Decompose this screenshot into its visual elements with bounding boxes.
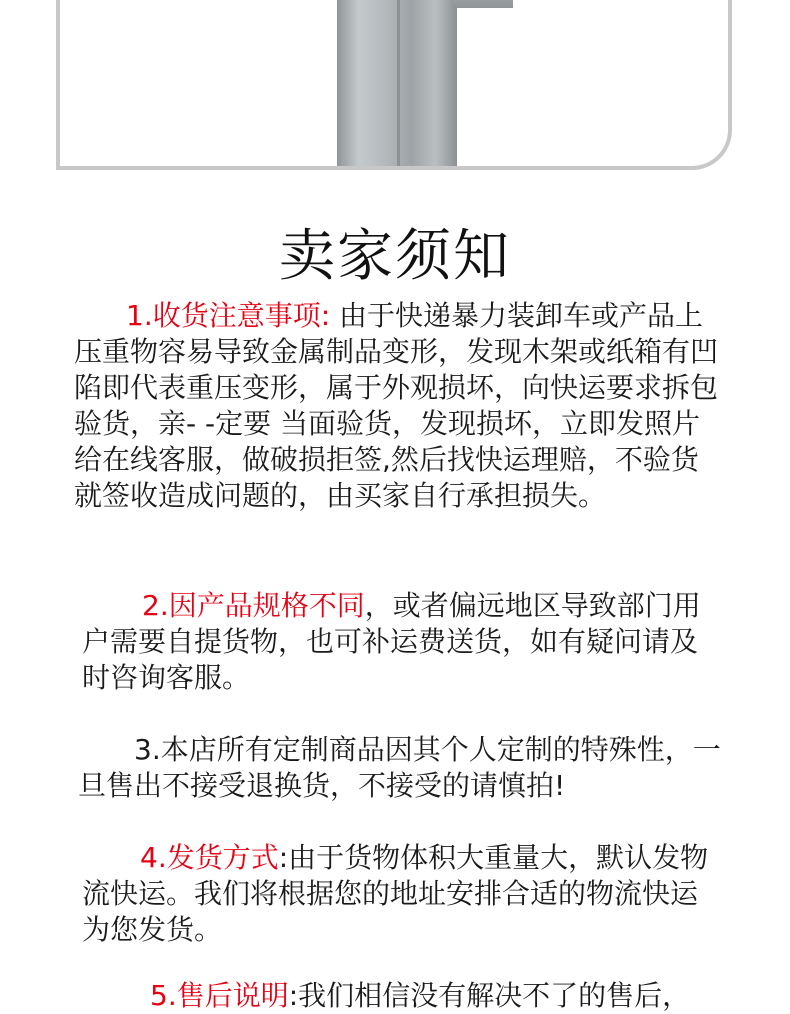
notice-receiving bbox=[74, 298, 724, 514]
product-photo-frame bbox=[56, 0, 732, 170]
metal-arm-image bbox=[453, 0, 513, 8]
metal-post-image bbox=[337, 0, 457, 170]
notice-body: :我们相信没有解决不了的售后， bbox=[288, 979, 691, 1012]
notice-custom-goods bbox=[78, 732, 728, 804]
notice-body: ，或者偏远地区导致部门用户需要自提货物，也可补运费送货，如有疑问请及时咨询客服。 bbox=[82, 589, 701, 694]
notice-body: 由于快递暴力装卸车或产品上压重物容易导致金属制品变形，发现木架或纸箱有凹陷即代表重压变形，属于外观损坏，向快运要求拆包验货，亲- -定要 当面验货，发现损坏，立即发照片给在线客服，做破损拒签,然后找快运理赔，不验货就签收造成问题的，由买家自行承担损失。 bbox=[74, 299, 719, 512]
notice-after-sales bbox=[82, 978, 742, 1014]
notice-heading: 4.发货方式 bbox=[140, 841, 279, 874]
page-title: 卖家须知 bbox=[279, 224, 511, 289]
notice-heading: 1.收货注意事项: bbox=[126, 299, 331, 332]
notice-specifications bbox=[82, 588, 722, 696]
notice-body: 3.本店所有定制商品因其个人定制的特殊性，一 旦售出不接受退换货，不接受的请慎拍! bbox=[78, 733, 721, 802]
notice-heading: 5.售后说明 bbox=[150, 979, 289, 1012]
notice-shipping bbox=[82, 840, 722, 948]
notice-heading: 2.因产品规格不同 bbox=[142, 589, 365, 622]
notice-body: :由于货物体积大重量大，默认发物流快运。我们将根据您的地址安排合适的物流快运为您发货。 bbox=[82, 841, 709, 946]
